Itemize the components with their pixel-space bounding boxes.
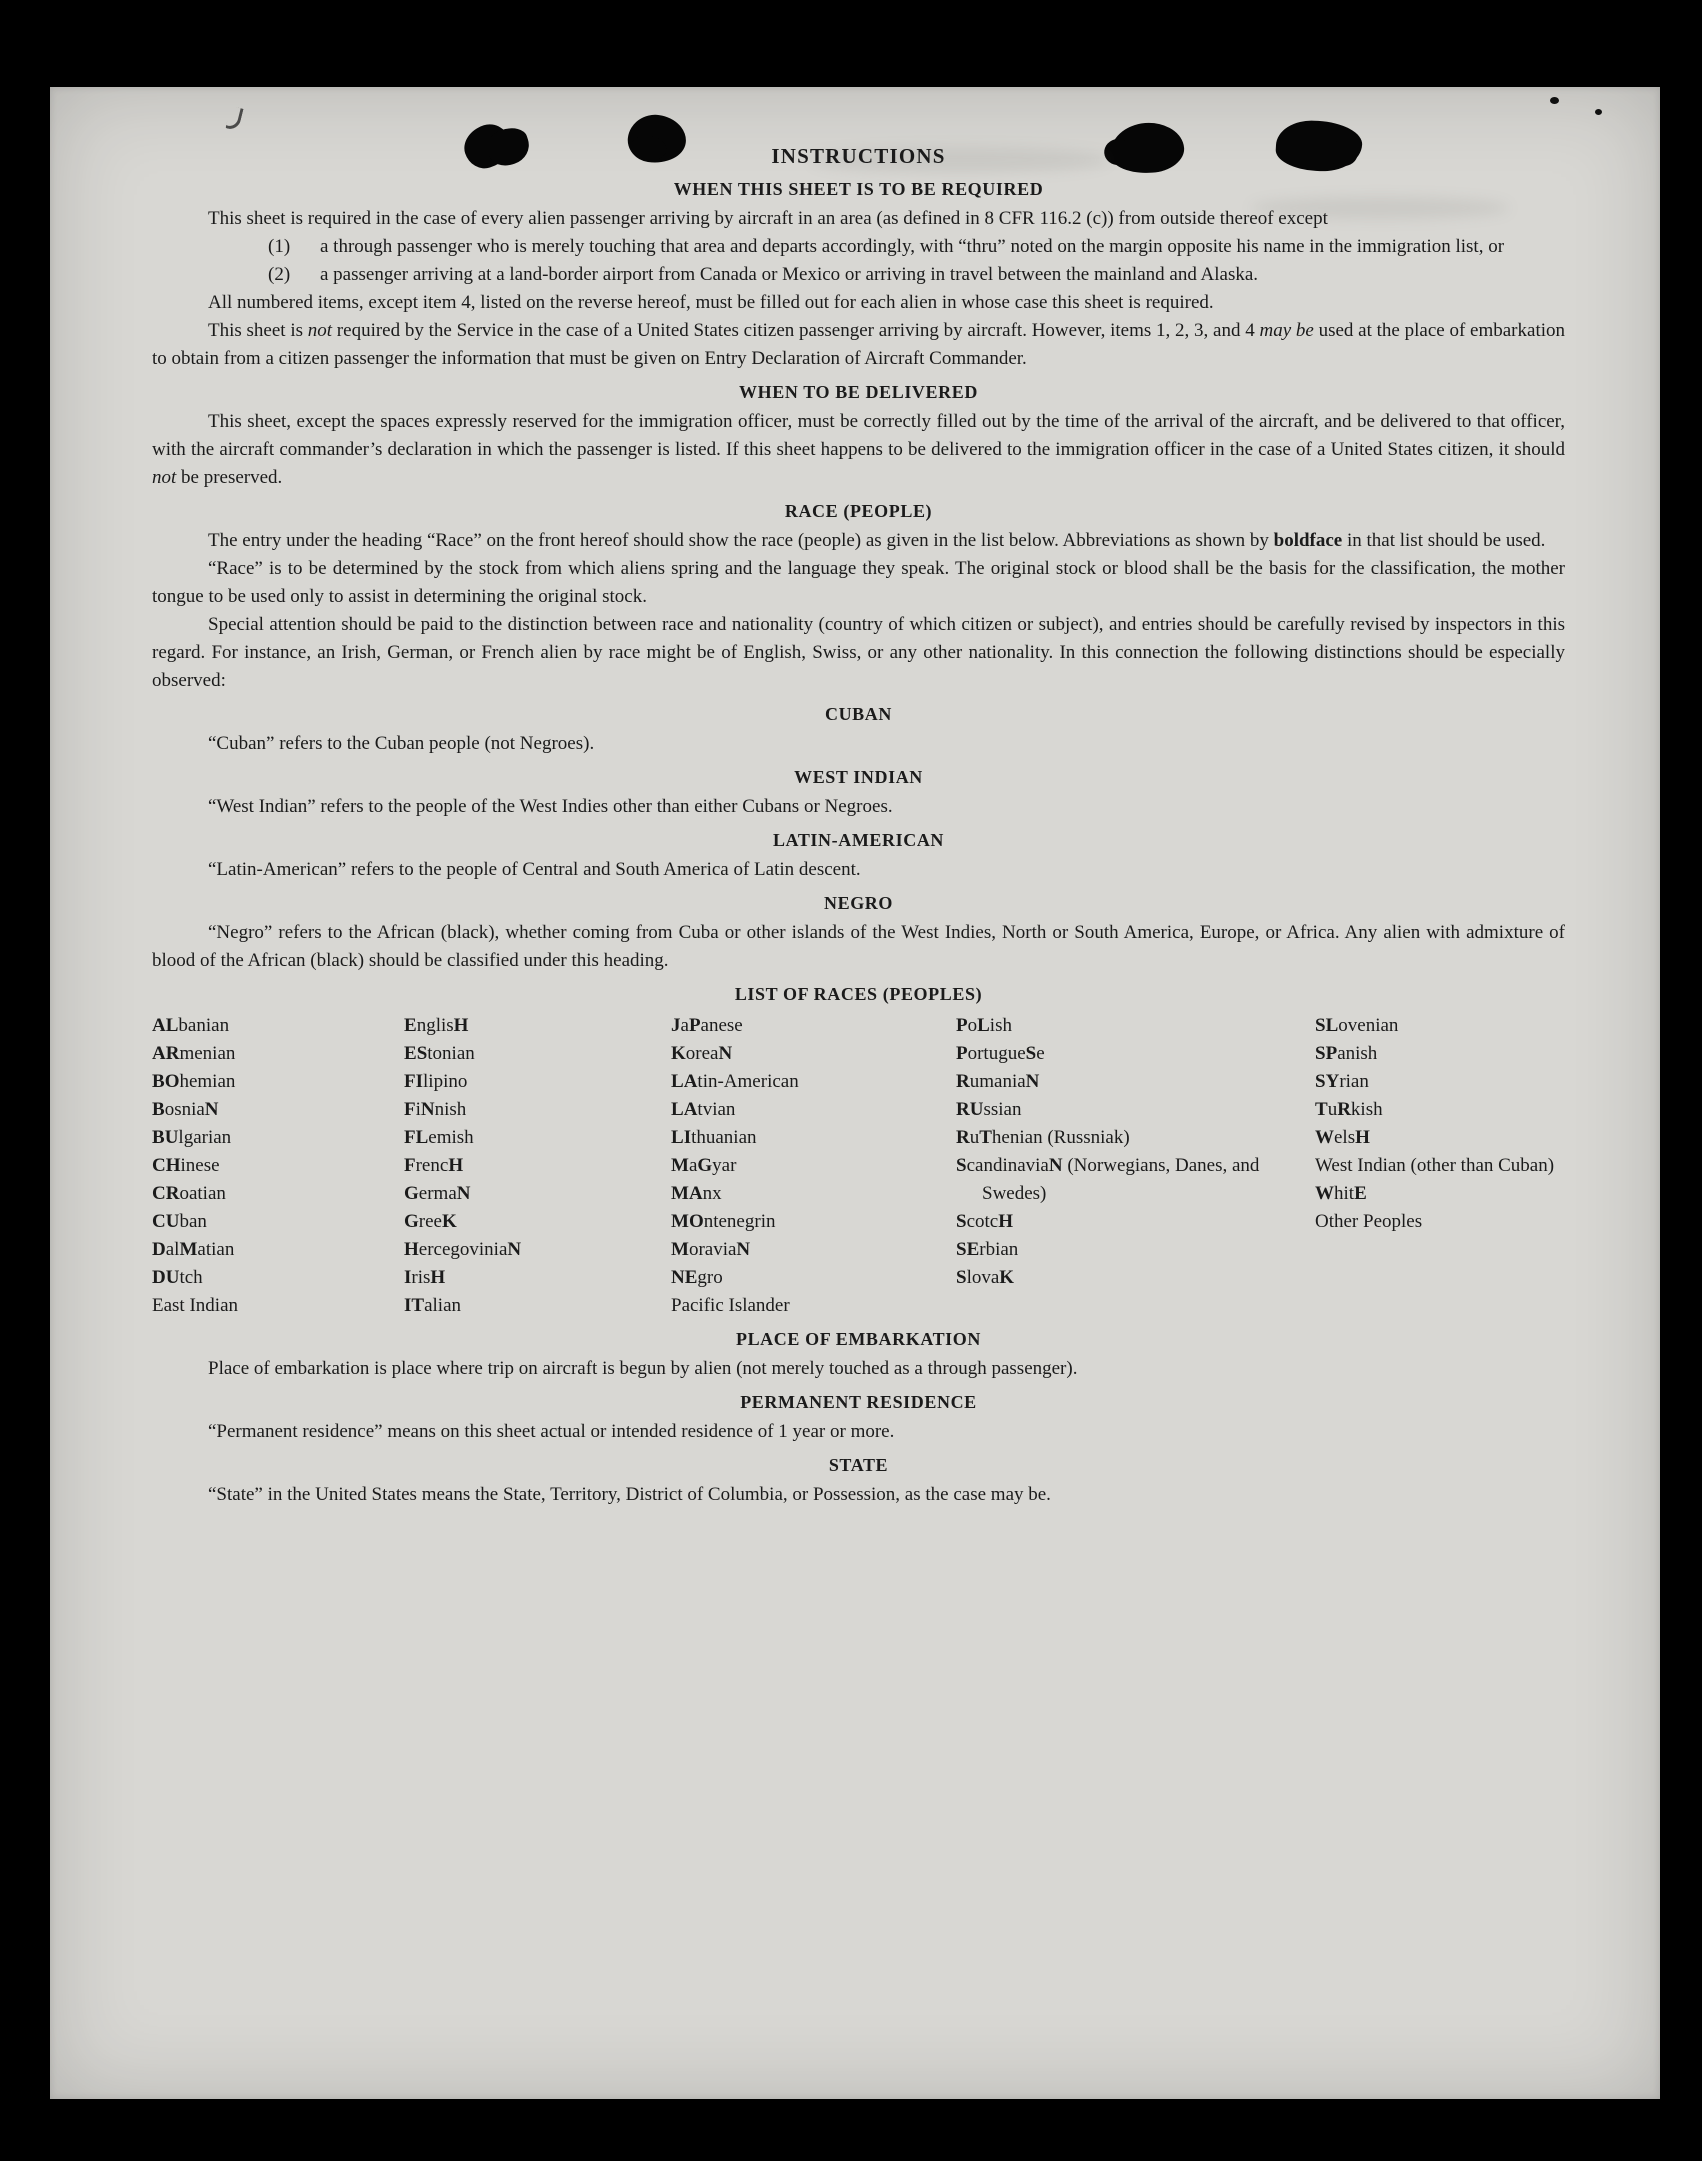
race-item: SPanish [1315, 1043, 1378, 1064]
section-heading: WEST INDIAN [794, 767, 923, 787]
race-item: HercegoviniaN [404, 1239, 522, 1260]
paragraph [152, 555, 1565, 611]
races-list [152, 1012, 1565, 1320]
race-item: FIlipino [404, 1071, 468, 1092]
section-heading: WHEN TO BE DELIVERED [739, 382, 978, 402]
document-body [152, 175, 1565, 1509]
race-item: RumaniaN [956, 1071, 1040, 1092]
race-item: SlovaK [956, 1267, 1015, 1288]
text-run: “Negro” refers to the African (black), whether coming from Cuba or other islands of the West Indies, North or South America, Europe, or Africa. Any alien with admixture of blood of the African (black) should be classified under this heading. [152, 922, 1565, 971]
pen-mark [225, 106, 243, 131]
race-item: FiNnish [404, 1099, 467, 1120]
race-item: ARmenian [152, 1043, 236, 1064]
ink-speck [1550, 97, 1559, 104]
text-run: Place of embarkation is place where trip on aircraft is begun by alien (not merely touched as a through passenger). [208, 1358, 1078, 1379]
text-run: “West Indian” refers to the people of the West Indies other than either Cubans or Negroes. [208, 796, 893, 817]
paragraph [152, 1355, 1565, 1383]
races-column [404, 1012, 671, 1320]
race-item: CUban [152, 1211, 207, 1232]
race-item: PoLish [956, 1015, 1012, 1036]
race-item: RuThenian (Russniak) [956, 1127, 1130, 1148]
text-run: not [152, 467, 177, 488]
paragraph [152, 919, 1565, 975]
text-run: “Latin-American” refers to the people of Central and South America of Latin descent. [208, 859, 861, 880]
race-item: East Indian [152, 1295, 239, 1316]
numbered-item [152, 261, 1565, 289]
paragraph [152, 527, 1565, 555]
races-column [152, 1012, 404, 1320]
text-run: This sheet, except the spaces expressly reserved for the immigration officer, must be correctly filled out by the time of the arrival of the aircraft, and be delivered to that officer, with the aircraft commander’s declaration in which the passenger is listed. If this sheet happens to be delivered to the immigration officer in the case of a United States citizen, it should [152, 411, 1565, 460]
text-run: All numbered items, except item 4, listed on the reverse hereof, must be filled out for each alien in whose case this sheet is required. [208, 292, 1214, 313]
race-item: MAnx [671, 1183, 722, 1204]
race-item: JaPanese [671, 1015, 743, 1036]
race-item: DUtch [152, 1267, 203, 1288]
text-run: “State” in the United States means the State, Territory, District of Columbia, or Possession, as the case may be. [208, 1484, 1051, 1505]
race-item: MOntenegrin [671, 1211, 776, 1232]
paragraph [152, 289, 1565, 317]
paragraph [152, 408, 1565, 492]
section-heading: NEGRO [823, 893, 893, 913]
race-item: EnglisH [404, 1015, 469, 1036]
race-item: LAtvian [671, 1099, 736, 1120]
item-text: a through passenger who is merely touching that area and departs accordingly, with “thru” noted on the margin opposite his name in the immigration list, or [320, 236, 1505, 257]
document-content [152, 142, 1565, 1509]
item-number: (2) [268, 264, 291, 285]
paragraph [152, 1418, 1565, 1446]
numbered-item [152, 233, 1565, 261]
race-item: IrisH [404, 1267, 446, 1288]
race-item: RUssian [956, 1099, 1022, 1120]
race-item: CRoatian [152, 1183, 226, 1204]
section-heading: LATIN-AMERICAN [772, 830, 945, 850]
item-text: a passenger arriving at a land-border airport from Canada or Mexico or arriving in travel between the mainland and Alaska. [320, 264, 1259, 285]
text-run: This sheet is required in the case of every alien passenger arriving by aircraft in an area (as defined in 8 CFR 116.2 (c)) from outside thereof except [208, 208, 1328, 229]
race-item: Pacific Islander [671, 1295, 790, 1316]
race-item: West Indian (other than Cuban) [1315, 1155, 1555, 1176]
item-number: (1) [268, 236, 291, 257]
race-item: ScandinaviaN (Norwegians, Danes, and Swedes) [956, 1155, 1260, 1204]
text-run: Special attention should be paid to the distinction between race and nationality (country of which citizen or subject), and entries should be carefully revised by inspectors in this regard. For instance, an Irish, German, or French alien by race might be of English, Swiss, or any other nationality. In this connection the following distinctions should be especially observed: [152, 614, 1565, 691]
text-run: in that list should be used. [1342, 530, 1546, 551]
paragraph [152, 730, 1565, 758]
races-column [956, 1012, 1315, 1320]
race-item: NEgro [671, 1267, 723, 1288]
paragraph [152, 856, 1565, 884]
paragraph [152, 793, 1565, 821]
text-run: “Race” is to be determined by the stock from which aliens spring and the language they speak. The original stock or blood shall be the basis for the classification, the mother tongue to be used only to assist in determining the original stock. [152, 558, 1565, 607]
paragraph [152, 611, 1565, 695]
race-item: FrencH [404, 1155, 464, 1176]
race-item: BOhemian [152, 1071, 236, 1092]
race-item: SErbian [956, 1239, 1019, 1260]
paragraph [152, 1481, 1565, 1509]
paragraph [152, 205, 1565, 233]
section-heading: LIST OF RACES (PEOPLES) [734, 984, 983, 1004]
section-heading: WHEN THIS SHEET IS TO BE REQUIRED [673, 179, 1044, 199]
race-item: PortugueSe [956, 1043, 1045, 1064]
section-heading: STATE [828, 1455, 889, 1475]
document-sheet [50, 87, 1660, 2099]
race-item: WelsH [1315, 1127, 1370, 1148]
race-item: WhitE [1315, 1183, 1367, 1204]
race-item: Other Peoples [1315, 1211, 1423, 1232]
section-heading: RACE (PEOPLE) [784, 501, 933, 521]
section-heading: PLACE OF EMBARKATION [735, 1329, 981, 1349]
race-item: EStonian [404, 1043, 475, 1064]
race-item: ITalian [404, 1295, 462, 1316]
race-item: TuRkish [1315, 1099, 1383, 1120]
text-run: “Cuban” refers to the Cuban people (not Negroes). [208, 733, 595, 754]
race-item: ALbanian [152, 1015, 230, 1036]
race-item: LAtin-American [671, 1071, 799, 1092]
race-item: BosniaN [152, 1099, 219, 1120]
race-item: MoraviaN [671, 1239, 751, 1260]
race-item: FLemish [404, 1127, 474, 1148]
race-item: SLovenian [1315, 1015, 1399, 1036]
race-item: KoreaN [671, 1043, 733, 1064]
text-run: not [307, 320, 333, 341]
race-item: GermaN [404, 1183, 471, 1204]
section-heading: CUBAN [824, 704, 892, 724]
race-item: CHinese [152, 1155, 220, 1176]
paragraph [152, 317, 1565, 373]
ink-speck [1595, 109, 1602, 115]
text-run: boldface [1273, 530, 1343, 551]
race-item: SYrian [1315, 1071, 1369, 1092]
text-run: The entry under the heading “Race” on the front hereof should show the race (people) as given in the list below. Abbreviations as shown by [208, 530, 1274, 551]
race-item: GreeK [404, 1211, 457, 1232]
text-run: may be [1259, 320, 1314, 341]
text-run: This sheet is [208, 320, 308, 341]
race-item: DalMatian [152, 1239, 235, 1260]
race-item: BUlgarian [152, 1127, 232, 1148]
text-run: required by the Service in the case of a United States citizen passenger arriving by aircraft. However, items 1, 2, 3, and 4 [332, 320, 1260, 341]
races-column [1315, 1012, 1565, 1320]
races-column [671, 1012, 956, 1320]
text-run: be preserved. [176, 467, 283, 488]
race-item: ScotcH [956, 1211, 1014, 1232]
document-title: INSTRUCTIONS [771, 144, 946, 168]
text-run: “Permanent residence” means on this sheet actual or intended residence of 1 year or more. [208, 1421, 895, 1442]
section-heading: PERMANENT RESIDENCE [740, 1392, 977, 1412]
race-item: LIthuanian [671, 1127, 757, 1148]
race-item: MaGyar [671, 1155, 737, 1176]
text-run: used at the place of embarkation to obtain from a citizen passenger the information that must be given on Entry Declaration of Aircraft Commander. [152, 320, 1566, 369]
